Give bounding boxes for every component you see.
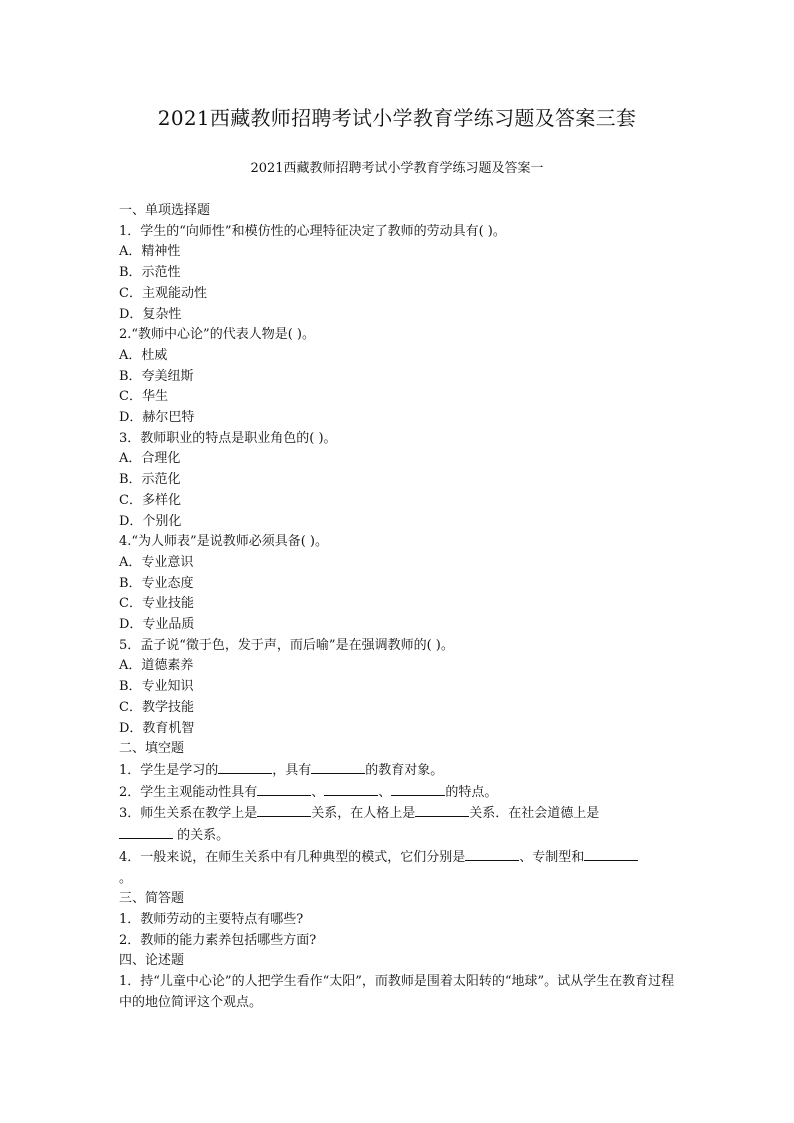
question-text: 2．学生主观能动性具有 (119, 784, 258, 800)
answer-option: D．赫尔巴特 (119, 410, 195, 426)
answer-option: B．专业态度 (119, 575, 194, 591)
section-heading-short-answer: 三、简答题 (119, 891, 185, 907)
answer-blank (257, 803, 311, 817)
fill-blank-question (119, 847, 679, 869)
answer-option: C．华生 (119, 389, 168, 405)
answer-blank (119, 825, 173, 839)
answer-option: A．合理化 (119, 451, 181, 467)
question-text: ，具有 (272, 762, 312, 778)
answer-option: C．多样化 (119, 492, 181, 508)
fill-blank-question-continued (119, 825, 679, 847)
answer-option: A．道德素养 (119, 658, 194, 674)
question-text: 、专制型和 (519, 849, 585, 865)
question-text: 的特点。 (445, 784, 498, 800)
question-text: 3．师生关系在教学上是 (119, 806, 258, 822)
answer-blank (311, 760, 365, 774)
question-stem: 3．教师职业的特点是职业角色的( )。 (119, 430, 337, 446)
answer-option: D．专业品质 (119, 617, 195, 633)
short-answer-question: 1．教师劳动的主要特点有哪些? (119, 911, 304, 927)
question-stem: 1．学生的“向师性”和模仿性的心理特征决定了教师的劳动具有( )。 (119, 223, 506, 239)
answer-blank (257, 782, 311, 796)
answer-blank (391, 782, 445, 796)
question-text: 、 (311, 784, 325, 800)
answer-option: C．主观能动性 (119, 285, 207, 301)
question-text: 1．学生是学习的 (119, 762, 219, 778)
fill-blank-question (119, 760, 679, 782)
document-subtitle: 2021西藏教师招聘考试小学教育学练习题及答案一 (250, 161, 544, 176)
answer-option: D．复杂性 (119, 306, 182, 322)
question-text: 、 (378, 784, 392, 800)
answer-blank (324, 782, 378, 796)
answer-option: A．专业意识 (119, 554, 194, 570)
question-stem: 5．孟子说“徵于色，发于声，而后喻”是在强调教师的( )。 (119, 637, 454, 653)
question-text: 4．一般来说，在师生关系中有几种典型的模式，它们分别是 (119, 849, 466, 865)
answer-option: A．杜威 (119, 347, 168, 363)
answer-blank (465, 847, 519, 861)
essay-question: 1．持“儿童中心论”的人把学生看作“太阳”，而教师是围着太阳转的“地球”。试从学生在教育过程中的地位简评这个观点。 (119, 974, 675, 1010)
answer-option: C．专业技能 (119, 596, 194, 612)
document-title: 2021西藏教师招聘考试小学教育学练习题及答案三套 (157, 106, 637, 130)
question-text: 关系．在社会道德上是 (469, 806, 600, 822)
answer-option: D．个别化 (119, 513, 182, 529)
section-heading-fill-blank: 二、填空题 (119, 741, 185, 757)
fill-blank-question-continued: 。 (119, 870, 133, 886)
answer-blank (584, 847, 638, 861)
section-heading-essay: 四、论述题 (119, 953, 185, 969)
short-answer-question: 2．教师的能力素养包括哪些方面? (119, 932, 317, 948)
fill-blank-question (119, 782, 679, 804)
answer-option: A．精神性 (119, 244, 181, 260)
question-stem: 4.“为人师表”是说教师必须具备( )。 (119, 534, 328, 550)
section-heading-single-choice: 一、单项选择题 (119, 203, 211, 218)
document-body (119, 201, 679, 1013)
answer-option: B．示范性 (119, 265, 181, 281)
answer-blank (218, 760, 272, 774)
answer-blank (415, 803, 469, 817)
answer-option: B．示范化 (119, 472, 181, 488)
question-text: 的关系。 (173, 828, 230, 844)
answer-option: C．教学技能 (119, 699, 194, 715)
question-text: 的教育对象。 (365, 762, 444, 778)
question-text: 关系，在人格上是 (311, 806, 416, 822)
answer-option: B．专业知识 (119, 679, 194, 695)
answer-option: B．夸美纽斯 (119, 368, 194, 384)
fill-blank-question (119, 803, 679, 825)
question-stem: 2.“教师中心论”的代表人物是( )。 (119, 327, 315, 343)
answer-option: D．教育机智 (119, 720, 195, 736)
